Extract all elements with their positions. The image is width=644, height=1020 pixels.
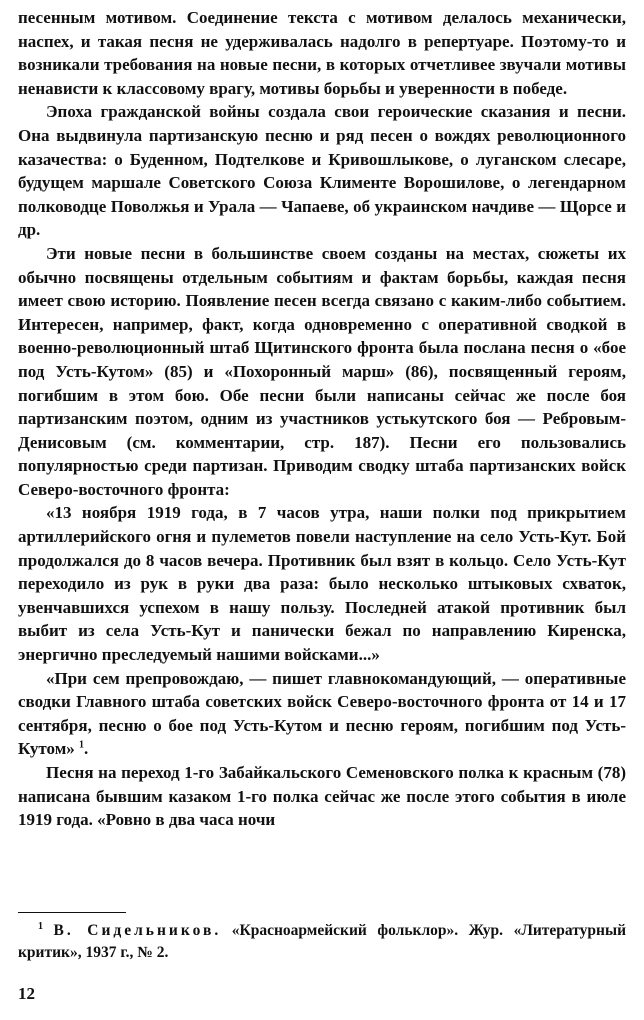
paragraph-closing: Песня на переход 1-го Забайкальского Семеновского полка к красным (78) написана бывшим казаком 1-го полка сейчас же после этого события в июле 1919 года. «Ровно в два часа ночи: [18, 763, 626, 830]
quote-letter-text: «При сем препровождаю, — пишет главнокомандующий, — оперативные сводки Главного штаба советских войск Северо-восточного фронта от 14 и 17 сентября, песню о бое под Усть-Кутом и песню героям, погибшим под Усть-Кутом»: [18, 668, 626, 759]
footnote-ref: 1: [79, 739, 85, 751]
paragraph-2: Эпоха гражданской войны создала свои героические сказания и песни. Она выдвинула партизанскую песню и ряд песен о вождях революционного казачества: о Буденном, Подтелкове и Кривошлыкове, о луганском слесаре, будущем маршале Советского Союза Клименте Ворошилове, о легендарном полководце Поволжья и Урала — Чапаеве, об украинском начдиве — Щорсе и др.: [18, 102, 626, 240]
page-body: [18, 6, 626, 832]
quote-letter: «При сем препровождаю, — пишет главнокомандующий, — оперативные сводки Главного штаба советских войск Северо-восточного фронта от 14 и 17 сентября, песню о бое под Усть-Кутом и песню героям, погибшим под Усть-Кутом» $^1$.: [18, 668, 626, 759]
footnote-text: «Красноармейский фольклор». Жур. «Литературный критик», 1937 г., № 2.: [18, 922, 627, 961]
paragraph-1: песенным мотивом. Соединение текста с мотивом делалось механически, наспех, и такая песня не удерживалась надолго в репертуаре. Поэтому-то и возникали требования на новые песни, в которых отчетливее звучали мотивы ненависти к классовому врагу, мотивы борьбы и уверенности в победе.: [18, 8, 626, 98]
footnote-author: В. Сидельников.: [53, 922, 222, 939]
quote-report: «13 ноября 1919 года, в 7 часов утра, наши полки под прикрытием артиллерийского огня и пулеметов повели наступление на село Усть-Кут. Бой продолжался до 8 часов вечера. Противник был взят в кольцо. Село Усть-Кут переходило из рук в руки два раза: было несколько штыковых схваток, увенчавшихся успехом в нашу пользу. Последней атакой противник был выбит из села Усть-Кут и панически бежал по направлению Киренска, энергично преследуемый нашими войсками...»: [18, 503, 626, 665]
paragraph-3: Эти новые песни в большинстве своем созданы на местах, сюжеты их обычно посвящены отдельным событиям и фактам борьбы, каждая песня имеет свою историю. Появление песен всегда связано с каким-либо событием. Интересен, например, факт, когда одновременно с оперативной сводкой в военно-революционный штаб Щитинского фронта была послана песня о «бое под Усть-Кутом» (85) и «Похоронный марш» (86), посвященный героям, погибшим в этом бою. Обе песни были написаны сейчас же после боя партизанским поэтом, одним из участников устькутского боя — Ребровым-Денисовым (см. комментарии, стр. 187). Песни его пользовались популярностью среди партизан. Приводим сводку штаба партизанских войск Северо-восточного фронта:: [18, 243, 626, 499]
footnote-divider: [18, 912, 126, 913]
page-number: 12: [18, 984, 35, 1003]
footnote: [18, 920, 626, 964]
footnote-marker: 1: [38, 920, 43, 932]
